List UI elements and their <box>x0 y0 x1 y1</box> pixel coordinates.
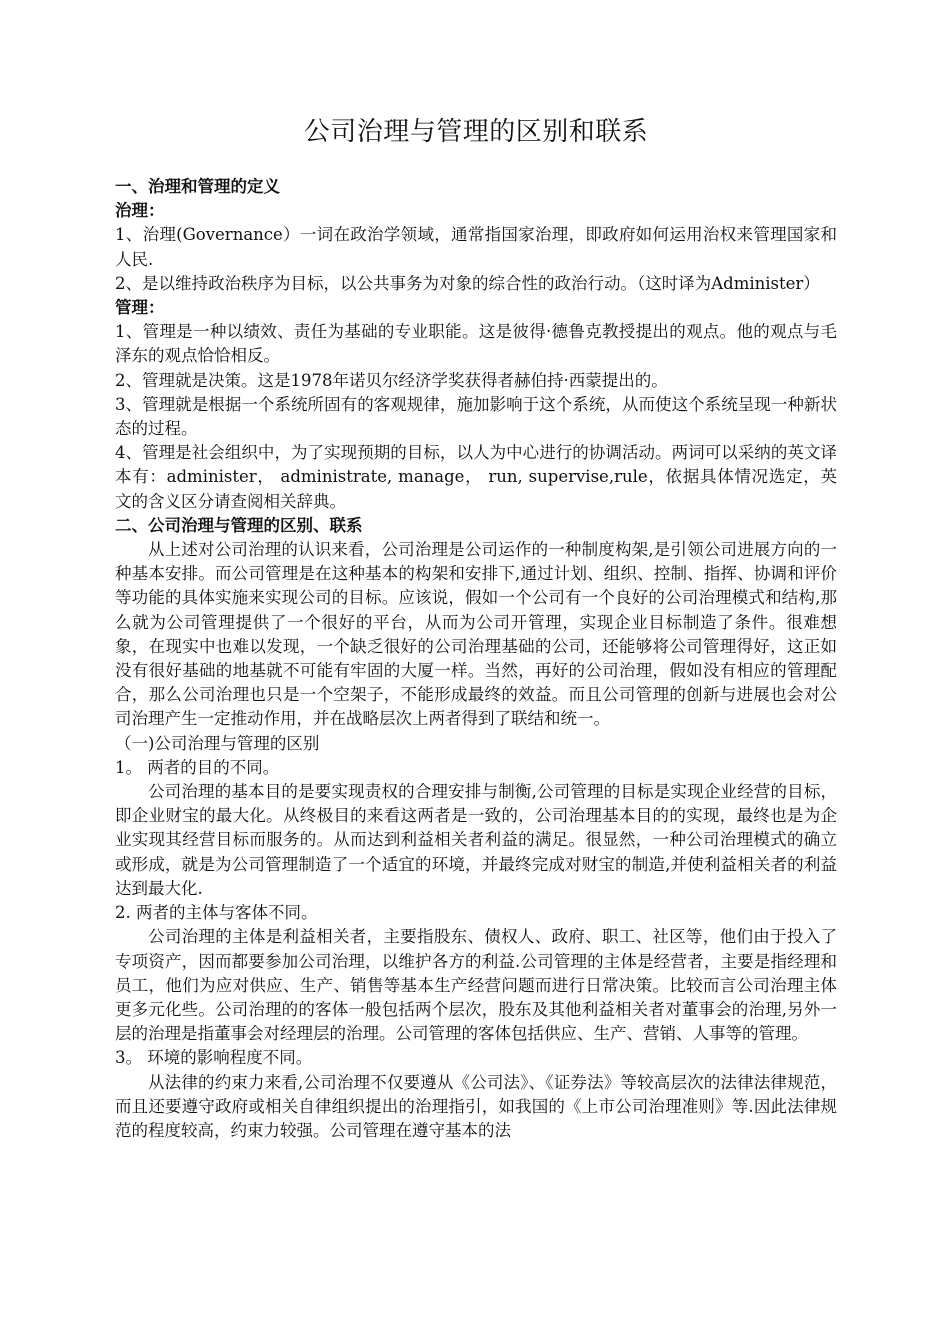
point2-heading: 2. 两者的主体与客体不同。 <box>115 903 318 923</box>
point3-paragraph: 从法律的约束力来看,公司治理不仅要遵从《公司法》、《证券法》等较高层次的法律法律规范，而且还要遵守政府或相关自律组织提出的治理指引，如我国的《上市公司治理准则》等.因此法律规范的程度较高，约束力较强。公司管理在遵守基本的法 <box>115 1072 837 1140</box>
management-item-1: 1、管理是一种以绩效、责任为基础的专业职能。这是彼得·德鲁克教授提出的观点。他的观点与毛泽东的观点恰恰相反。 <box>115 322 837 366</box>
management-item-3: 3、管理就是根据一个系统所固有的客观规律，施加影响于这个系统，从而使这个系统呈现一种新状态的过程。 <box>115 394 837 439</box>
point1-heading: 1。 两者的目的不同。 <box>115 757 280 777</box>
governance-label: 治理： <box>115 201 165 221</box>
section-heading-differences: 二、公司治理与管理的区别、联系 <box>115 515 363 535</box>
document-title: 公司治理与管理的区别和联系 <box>303 117 649 147</box>
subsection-heading: （一)公司治理与管理的区别 <box>115 733 320 753</box>
section-heading-definitions: 一、治理和管理的定义 <box>115 177 280 196</box>
governance-item-2: 2、是以维持政治秩序为目标，以公共事务为对象的综合性的政治行动。（这时译为Administer） <box>115 273 820 293</box>
management-label: 管理： <box>115 298 165 318</box>
management-item-2: 2、管理就是决策。这是1978年诺贝尔经济学奖获得者赫伯持·西蒙提出的。 <box>115 370 668 390</box>
management-item-4: 4、管理是社会组织中，为了实现预期的目标，以人为中心进行的协调活动。两词可以采纳的英文译本有：administer， administrate, manage， run, supervise,rule，依据具体情况选定，英文的含义区分请查阅相关辞典。 <box>115 443 837 511</box>
document-page <box>115 112 837 1143</box>
point2-paragraph: 公司治理的主体是利益相关者，主要指股东、债权人、政府、职工、社区等，他们由于投入了专项资产，因而都要参加公司治理，以维护各方的利益.公司管理的主体是经营者，主要是指经理和员工，他们为应对供应、生产、销售等基本生产经营问题而进行日常决策。比较而言公司治理主体更多元化些。公司治理的的客体一般包括两个层次，股东及其他利益相关者对董事会的治理,另外一层的治理是指董事会对经理层的治理。公司管理的客体包括供应、生产、营销、人事等的管理。 <box>115 927 837 1044</box>
governance-item-1: 1、治理(Governance）一词在政治学领域，通常指国家治理，即政府如何运用治权来管理国家和人民. <box>115 225 837 269</box>
point1-paragraph: 公司治理的基本目的是要实现责权的合理安排与制衡,公司管理的目标是实现企业经营的目标，即企业财宝的最大化。从终极目的来看这两者是一致的，公司治理基本目的的实现，最终也是为企业实现其经营目标而服务的。从而达到利益相关者利益的满足。很显然，一种公司治理模式的确立或形成，就是为公司管理制造了一个适宜的环境，并最终完成对财宝的制造,并使利益相关者的利益达到最大化. <box>115 782 837 898</box>
section2-intro-paragraph: 从上述对公司治理的认识来看，公司治理是公司运作的一种制度构架,是引领公司进展方向的一种基本安排。而公司管理是在这种基本的构架和安排下,通过计划、组织、控制、指挥、协调和评价等功能的具体实施来实现公司的目标。应该说，假如一个公司有一个良好的公司治理模式和结构,那么就为公司管理提供了一个很好的平台，从而为公司开管理，实现企业目标制造了条件。很难想象，在现实中也难以发现，一个缺乏很好的公司治理基础的公司，还能够将公司管理得好，这正如没有很好基础的地基就不可能有牢固的大厦一样。当然，再好的公司治理，假如没有相应的管理配合，那么公司治理也只是一个空架子，不能形成最终的效益。而且公司管理的创新与进展也会对公司治理产生一定推动作用，并在战略层次上两者得到了联结和统一。 <box>115 540 837 729</box>
point3-heading: 3。 环境的影响程度不同。 <box>115 1048 313 1068</box>
